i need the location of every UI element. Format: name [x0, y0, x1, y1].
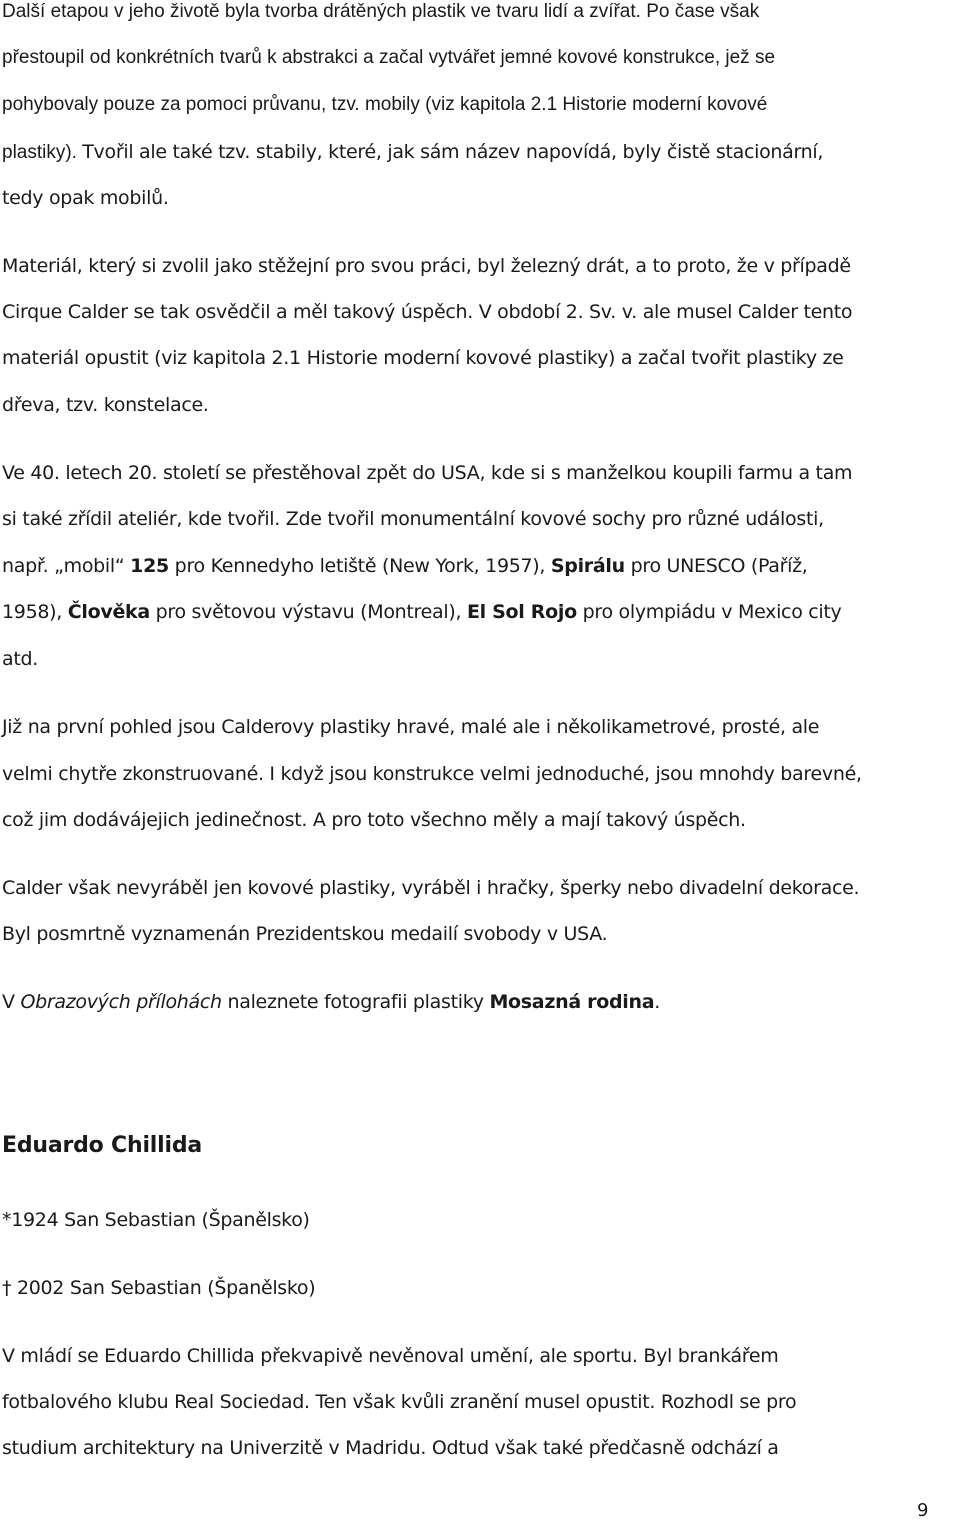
text-line: Cirque Calder se tak osvědčil a měl takový úspěch. V období 2. Sv. v. ale musel Calder tento	[2, 301, 853, 323]
text-line: Calder však nevyráběl jen kovové plastiky, vyráběl i hračky, šperky nebo divadelní dekorace.	[2, 877, 860, 899]
text-span: .	[654, 991, 660, 1013]
text-line: tedy opak mobilů.	[2, 187, 169, 209]
text-line: což jim dodávájejich jedinečnost. A pro toto všechno měly a mají takový úspěch.	[2, 809, 746, 831]
text-span: pro olympiádu v Mexico city	[576, 601, 842, 623]
text-line	[2, 554, 808, 578]
text-line: Další etapou v jeho životě byla tvorba drátěných plastik ve tvaru lidí a zvířat. Po čase však	[2, 1, 760, 22]
text-line: V mládí se Eduardo Chillida překvapivě nevěnoval umění, ale sportu. Byl brankářem	[2, 1345, 779, 1367]
text-line: fotbalového klubu Real Sociedad. Ten však kvůli zranění musel opustit. Rozhodl se pro	[2, 1391, 797, 1413]
birth-line: *1924 San Sebastian (Španělsko)	[2, 1209, 310, 1231]
text-line: atd.	[2, 648, 38, 670]
text-span: pro světovou výstavu (Montreal),	[149, 601, 467, 623]
bold-span: El Sol Rojo	[466, 601, 577, 623]
bold-span: Člověka	[67, 601, 150, 623]
text-span: např. „mobil“	[2, 555, 131, 577]
text-span: pro Kennedyho letiště (New York, 1957),	[168, 555, 551, 577]
text-line: velmi chytře zkonstruované. I když jsou konstrukce velmi jednoduché, jsou mnohdy barevné,	[2, 763, 862, 785]
text-line: Byl posmrtně vyznamenán Prezidentskou medailí svobody v USA.	[2, 923, 608, 945]
bold-span: Mosazná rodina	[489, 991, 655, 1013]
text-line: dřeva, tzv. konstelace.	[2, 394, 209, 416]
text-line: pohybovaly pouze za pomoci průvanu, tzv. mobily (viz kapitola 2.1 Historie moderní kovové	[2, 94, 768, 115]
bold-span: Spirálu	[550, 555, 625, 577]
italic-span: Obrazových přílohách	[20, 991, 222, 1013]
text-line	[2, 600, 841, 624]
text-line: materiál opustit (viz kapitola 2.1 Historie moderní kovové plastiky) a začal tvořit plastiky ze	[2, 347, 844, 369]
text-line: si také zřídil ateliér, kde tvořil. Zde tvořil monumentální kovové sochy pro různé události,	[2, 508, 824, 530]
text-line: studium architektury na Univerzitě v Madridu. Odtud však také předčasně odchází a	[2, 1437, 779, 1459]
text-line: Materiál, který si zvolil jako stěžejní pro svou práci, byl železný drát, a to proto, že v případě	[2, 255, 851, 277]
text-line: přestoupil od konkrétních tvarů k abstrakci a začal vytvářet jemné kovové konstrukce, jež se	[2, 47, 776, 68]
bold-span: 125	[130, 555, 169, 577]
text-span: naleznete fotografii plastiky	[221, 991, 490, 1013]
text-span: Tvořil ale také tzv. stabily, které, jak sám název napovídá, byly čistě stacionární,	[82, 141, 824, 163]
section-heading: Eduardo Chillida	[2, 1133, 203, 1158]
text-span: plastiky).	[2, 142, 83, 163]
death-line: † 2002 San Sebastian (Španělsko)	[2, 1277, 316, 1299]
text-line	[2, 990, 660, 1014]
text-span: 1958),	[2, 601, 68, 623]
page-number: 9	[917, 1500, 929, 1521]
text-span: V	[2, 991, 21, 1013]
text-span: pro UNESCO (Paříž,	[624, 555, 808, 577]
text-line	[2, 140, 823, 165]
text-line: Již na první pohled jsou Calderovy plastiky hravé, malé ale i několikametrové, prosté, ale	[2, 716, 820, 738]
text-line: Ve 40. letech 20. století se přestěhoval zpět do USA, kde si s manželkou koupili farmu a tam	[2, 462, 853, 484]
